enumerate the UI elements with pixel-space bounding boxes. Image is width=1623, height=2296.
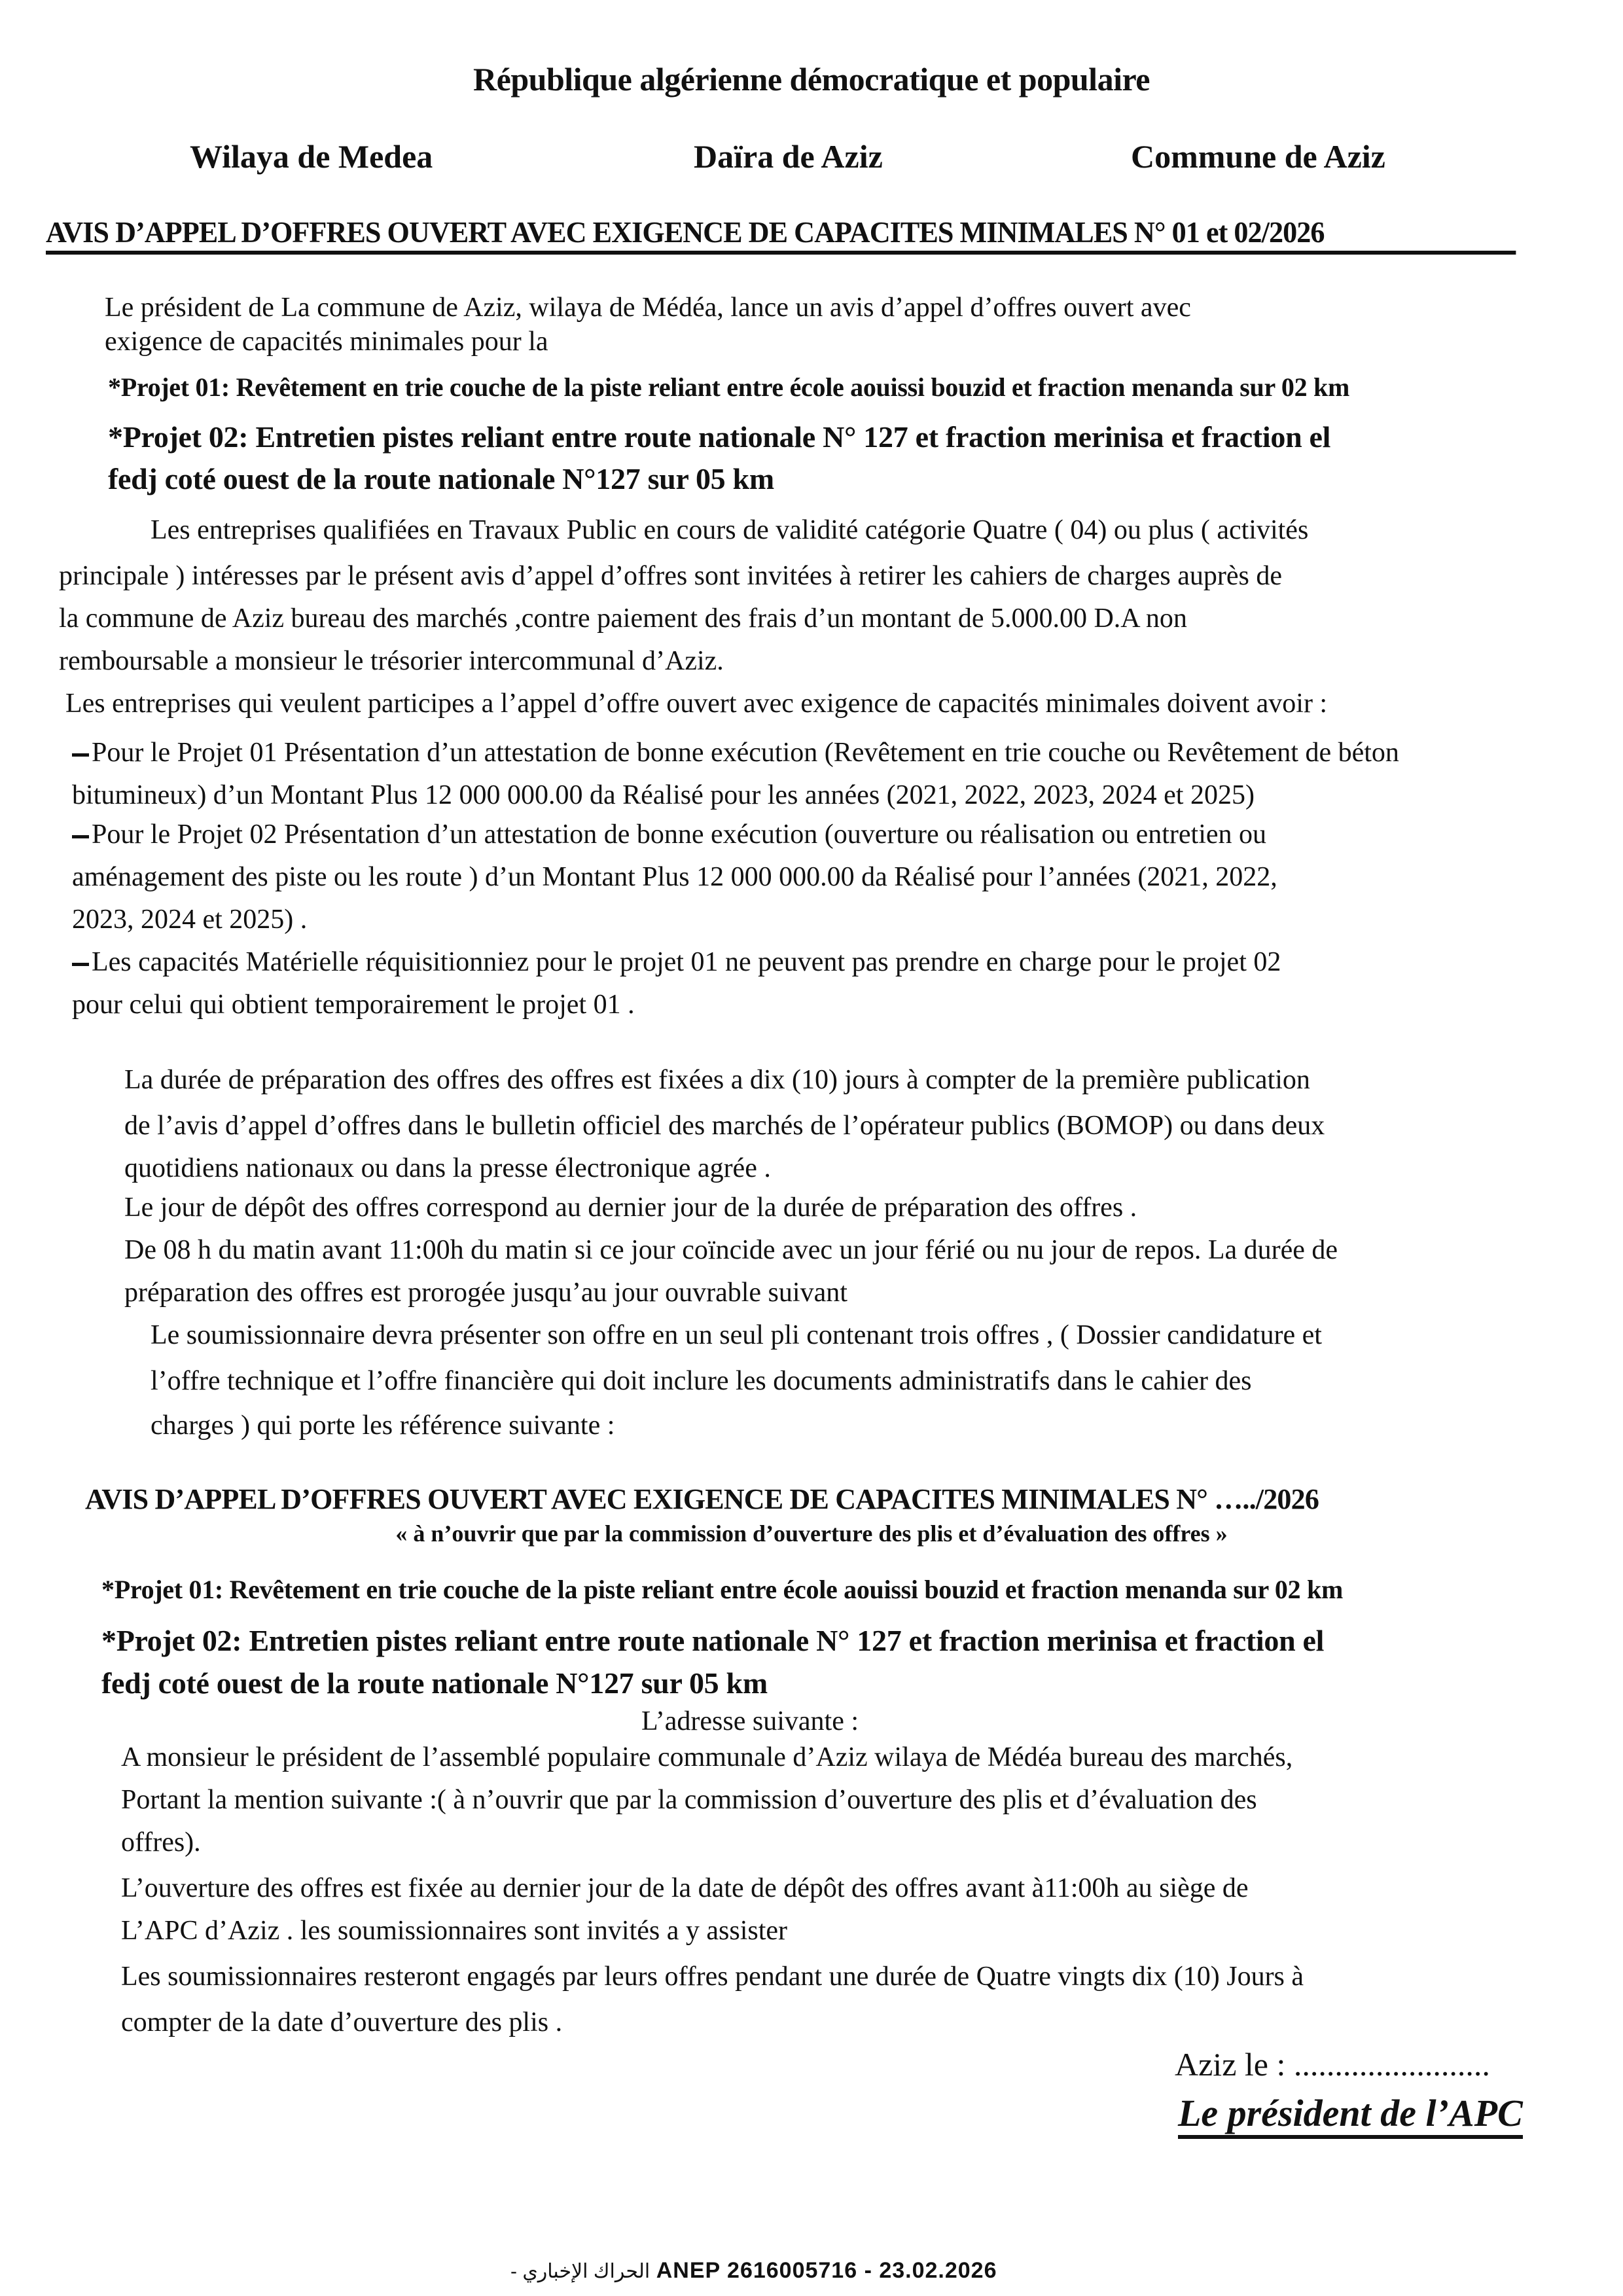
notice-title: AVIS D’APPEL D’OFFRES OUVERT AVEC EXIGENCE DE CAPACITES MINIMALES N° 01 et 02/2026 [46,215,1516,255]
envelope-subtitle: « à n’ouvrir que par la commission d’ouverture des plis et d’évaluation des offres » [395,1520,1228,1547]
envelope-title: AVIS D’APPEL D’OFFRES OUVERT AVEC EXIGENCE DE CAPACITES MINIMALES N° …../2026 [85,1483,1319,1515]
address-line: L’ouverture des offres est fixée au dernier jour de la date de dépôt des offres avant à11:00h au siège de [121,1873,1249,1903]
preparation-line: quotidiens nationaux ou dans la presse électronique agrée . [124,1153,771,1183]
project-02-line2: fedj coté ouest de la route nationale N°127 sur 05 km [108,462,774,495]
preparation-line: La durée de préparation des offres des offres est fixées a dix (10) jours à compter de la première publication [124,1065,1310,1095]
dash-bullet [72,753,89,757]
preparation-line: charges ) qui porte les référence suivante : [151,1410,615,1441]
address-line: Les soumissionnaires resteront engagés par leurs offres pendant une durée de Quatre vingts dix (10) Jours à [121,1962,1304,1992]
eligibility-line: la commune de Aziz bureau des marchés ,contre paiement des frais d’un montant de 5.000.00 D.A non [59,603,1187,634]
requirement-line: Pour le Projet 01 Présentation d’un attestation de bonne exécution (Revêtement en trie couche ou Revêtement de béton [72,733,1399,772]
address-line: Portant la mention suivante :( à n’ouvrir que par la commission d’ouverture des plis et d’évaluation des [121,1785,1257,1815]
publication-footer [510,2258,997,2284]
address-label: L’adresse suivante : [641,1706,859,1736]
envelope-project-01: *Projet 01: Revêtement en trie couche de la piste reliant entre école aouissi bouzid et fraction menanda sur 02 km [101,1575,1343,1604]
project-01: *Projet 01: Revêtement en trie couche de la piste reliant entre école aouissi bouzid et fraction menanda sur 02 km [108,372,1349,402]
requirement-line: aménagement des piste ou les route ) d’un Montant Plus 12 000 000.00 da Réalisé pour l’années (2021, 2022, [72,862,1277,892]
dash-bullet [72,835,89,838]
address-line: L’APC d’Aziz . les soumissionnaires sont invités a y assister [121,1916,788,1946]
preparation-line: De 08 h du matin avant 11:00h du matin si ce jour coïncide avec un jour férié ou nu jour de repos. La durée de [124,1235,1338,1265]
intro-line: Le président de La commune de Aziz, wilaya de Médéa, lance un avis d’appel d’offres ouvert avec [105,293,1191,323]
wilaya-label: Wilaya de Medea [190,138,433,175]
requirement-line: Pour le Projet 02 Présentation d’un attestation de bonne exécution (ouverture ou réalisation ou entretien ou [72,815,1266,854]
project-02-line1: *Projet 02: Entretien pistes reliant entre route nationale N° 127 et fraction merinisa et fraction el [108,420,1331,454]
address-line: compter de la date d’ouverture des plis . [121,2007,563,2037]
envelope-project-02-line2: fedj coté ouest de la route nationale N°127 sur 05 km [101,1666,768,1700]
preparation-line: l’offre technique et l’offre financière qui doit inclure les documents administratifs dans le cahier des [151,1366,1252,1396]
requirement-line: pour celui qui obtient temporairement le projet 01 . [72,990,635,1020]
signatory-title: Le président de l’APC [1178,2091,1523,2139]
eligibility-line: principale ) intéresses par le présent avis d’appel d’offres sont invitées à retirer les cahiers de charges auprès de [59,561,1283,591]
newspaper-name: الحراك الإخباري - [510,2261,651,2282]
preparation-line: préparation des offres est prorogée jusqu’au jour ouvrable suivant [124,1278,847,1308]
commune-label: Commune de Aziz [1131,138,1385,175]
requirement-line: Les capacités Matérielle réquisitionniez pour le projet 01 ne peuvent pas prendre en charge pour le projet 02 [72,942,1281,982]
address-line: offres). [121,1827,201,1857]
eligibility-line: Les entreprises qualifiées en Travaux Public en cours de validité catégorie Quatre ( 04) ou plus ( activités [151,515,1309,545]
preparation-line: de l’avis d’appel d’offres dans le bulletin officiel des marchés de l’opérateur publics (BOMOP) ou dans deux [124,1111,1325,1141]
preparation-line: Le soumissionnaire devra présenter son offre en un seul pli contenant trois offres , ( Dossier candidature et [151,1320,1322,1350]
requirement-line: 2023, 2024 et 2025) . [72,905,308,935]
daira-label: Daïra de Aziz [694,138,883,175]
place-date: Aziz le : ........................ [1175,2046,1490,2083]
intro-line: exigence de capacités minimales pour la [105,327,548,357]
anep-reference: ANEP 2616005716 - 23.02.2026 [656,2258,997,2283]
eligibility-line: remboursable a monsieur le trésorier intercommunal d’Aziz. [59,646,724,676]
preparation-line: Le jour de dépôt des offres correspond au dernier jour de la durée de préparation des offres . [124,1193,1137,1223]
requirement-line: bitumineux) d’un Montant Plus 12 000 000.00 da Réalisé pour les années (2021, 2022, 2023, 2024 et 2025) [72,780,1255,810]
dash-bullet [72,963,89,966]
requirements-intro: Les entreprises qui veulent participes a l’appel d’offre ouvert avec exigence de capacités minimales doivent avoir : [65,689,1328,719]
republic-heading: République algérienne démocratique et populaire [473,61,1150,98]
envelope-project-02-line1: *Projet 02: Entretien pistes reliant entre route nationale N° 127 et fraction merinisa et fraction el [101,1624,1325,1657]
address-line: A monsieur le président de l’assemblé populaire communale d’Aziz wilaya de Médéa bureau des marchés, [121,1742,1293,1772]
